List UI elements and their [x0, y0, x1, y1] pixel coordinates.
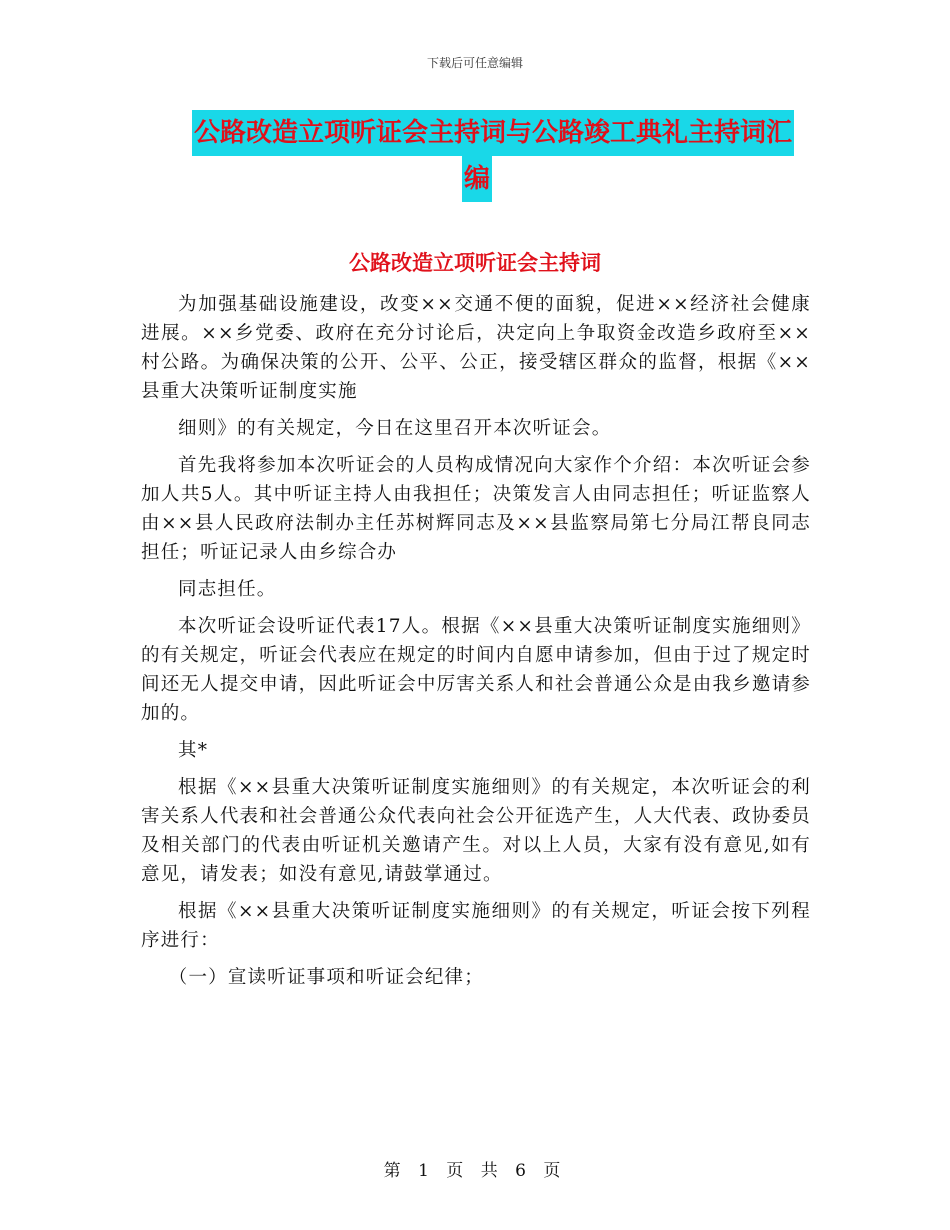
header-note: 下载后可任意编辑 — [426, 56, 523, 70]
document-title-line-2: 编 — [462, 156, 492, 202]
document-title-line-1: 公路改造立项听证会主持词与公路竣工典礼主持词汇 — [192, 110, 794, 156]
paragraph: 首先我将参加本次听证会的人员构成情况向大家作个介绍：本次听证会参加人共5人。其中听证主持人由我担任；决策发言人由同志担任；听证监察人由××县人民政府法制办主任苏树辉同志及××县监察局第七分局江帮良同志担任；听证记录人由乡综合办 — [141, 455, 811, 563]
paragraph: 根据《××县重大决策听证制度实施细则》的有关规定，听证会按下列程序进行： — [141, 901, 811, 951]
document-body — [141, 290, 811, 1000]
section-title: 公路改造立项听证会主持词 — [349, 250, 601, 275]
paragraph: 为加强基础设施建设，改变××交通不便的面貌，促进××经济社会健康进展。××乡党委、政府在充分讨论后，决定向上争取资金改造乡政府至××村公路。为确保决策的公开、公平、公正，接受辖区群众的监督，根据《××县重大决策听证制度实施 — [141, 294, 811, 402]
paragraph: 同志担任。 — [178, 579, 277, 600]
paragraph: （一）宣读听证事项和听证会纪律； — [168, 967, 484, 988]
paragraph: 其* — [178, 740, 209, 761]
paragraph: 根据《××县重大决策听证制度实施细则》的有关规定，本次听证会的利害关系人代表和社会普通公众代表向社会公开征选产生，人大代表、政协委员及相关部门的代表由听证机关邀请产生。对以上人员，大家有没有意见,如有意见，请发表；如没有意见,请鼓掌通过。 — [141, 777, 811, 885]
paragraph: 细则》的有关规定，今日在这里召开本次听证会。 — [178, 418, 612, 439]
page-footer: 第 1 页 共 6 页 — [383, 1161, 567, 1181]
paragraph: 本次听证会设听证代表17人。根据《××县重大决策听证制度实施细则》的有关规定，听证会代表应在规定的时间内自愿申请参加，但由于过了规定时间还无人提交申请，因此听证会中厉害关系人和社会普通公众是由我乡邀请参加的。 — [141, 616, 811, 724]
